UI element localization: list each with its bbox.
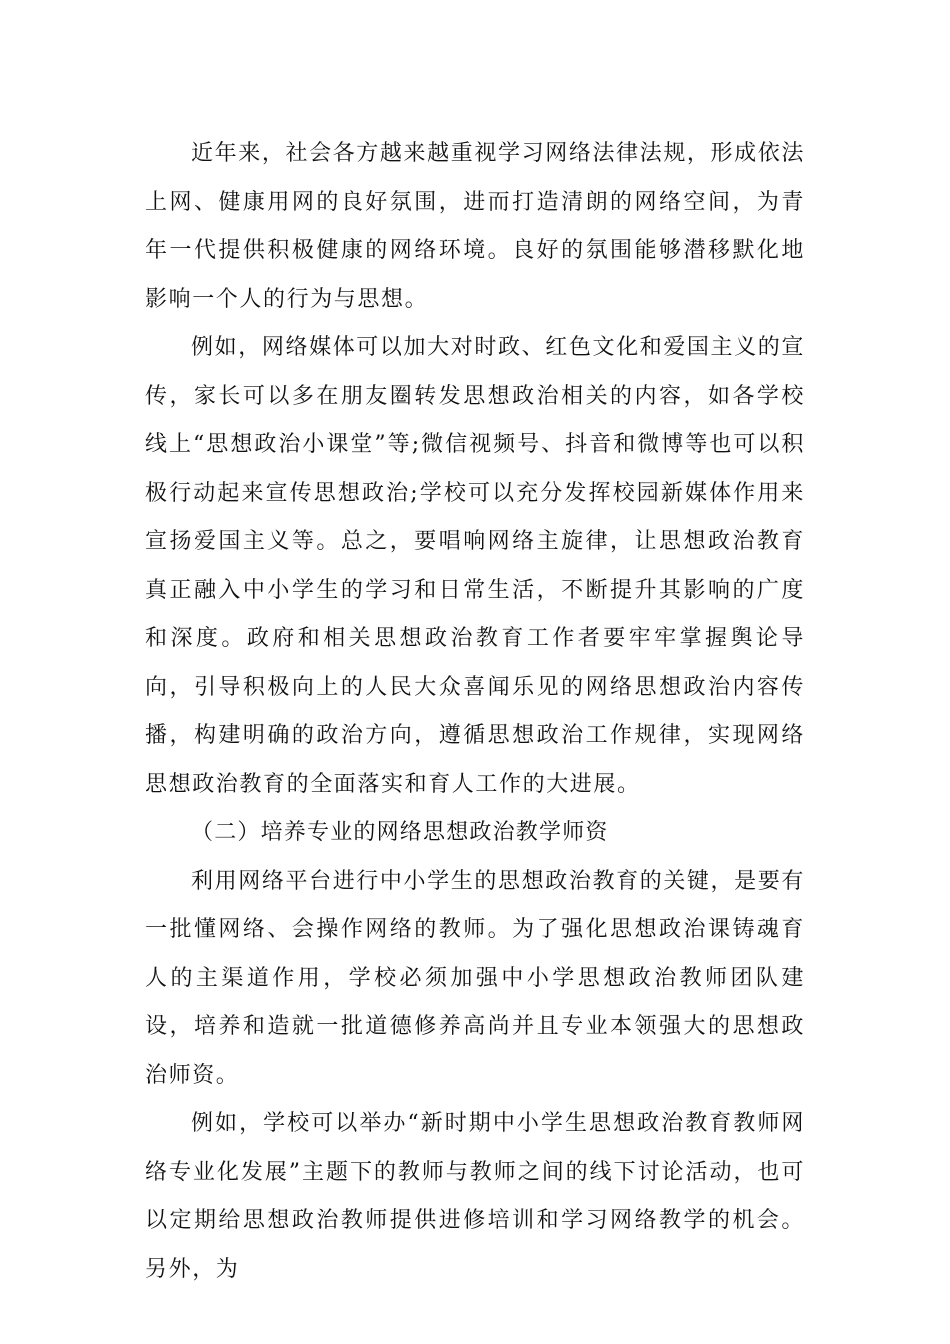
section-heading: （二）培养专业的网络思想政治教学师资 bbox=[191, 820, 609, 845]
paragraph-media-examples: 例如，网络媒体可以加大对时政、红色文化和爱国主义的宣传，家长可以多在朋友圈转发思想政治相关的内容，如各学校线上“思想政治小课堂”等;微信视频号、抖音和微博等也可以积极行动起来宣传思想政治;学校可以充分发挥校园新媒体作用来宣扬爱国主义等。总之，要唱响网络主旋律，让思想政治教育真正融入中小学生的学习和日常生活，不断提升其影响的广度和深度。政府和相关思想政治教育工作者要牢牢掌握舆论导向，引导积极向上的人民大众喜闻乐见的网络思想政治内容传播，构建明确的政治方向，遵循思想政治工作规律，实现网络思想政治教育的全面落实和育人工作的大进展。 bbox=[145, 335, 805, 797]
paragraph-teacher-team: 利用网络平台进行中小学生的思想政治教育的关键，是要有一批懂网络、会操作网络的教师。为了强化思想政治课铸魂育人的主渠道作用，学校必须加强中小学思想政治教师团队建设，培养和造就一批道德修养高尚并且专业本领强大的思想政治师资。 bbox=[145, 868, 805, 1088]
paragraph-training-examples: 例如，学校可以举办“新时期中小学生思想政治教育教师网络专业化发展”主题下的教师与教师之间的线下讨论活动，也可以定期给思想政治教师提供进修培训和学习网络教学的机会。另外，为 bbox=[145, 1111, 805, 1282]
paragraph-online-atmosphere: 近年来，社会各方越来越重视学习网络法律法规，形成依法上网、健康用网的良好氛围，进而打造清朗的网络空间，为青年一代提供积极健康的网络环境。良好的氛围能够潜移默化地影响一个人的行为与思想。 bbox=[145, 141, 805, 312]
document-page bbox=[145, 130, 805, 1294]
